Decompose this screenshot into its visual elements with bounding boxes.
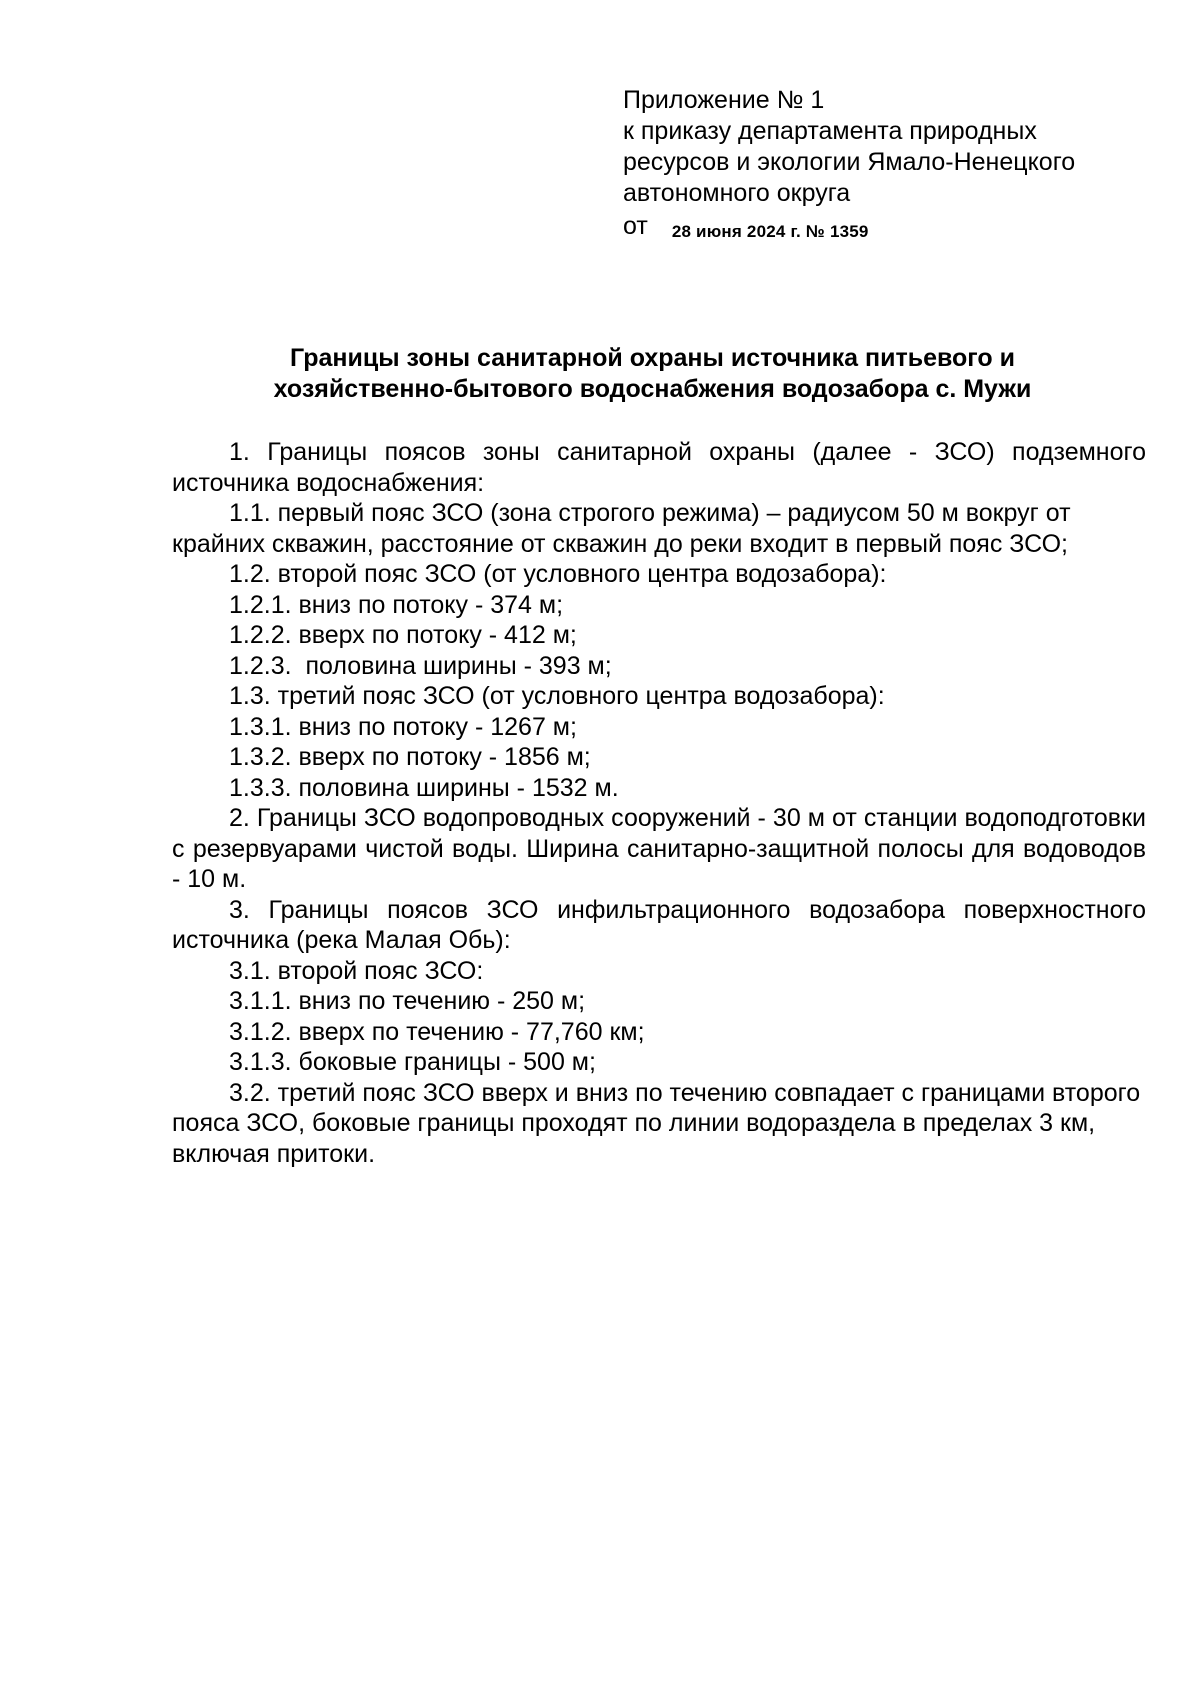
appendix-district-line: автономного округа [623,179,851,207]
paragraph-1-1: 1.1. первый пояс ЗСО (зона строгого режима) – радиусом 50 м вокруг от крайних скважин, расстояние от скважин до реки входит в первый пояс ЗСО; [172,499,1071,558]
paragraph-1-3-3: 1.3.3. половина ширины - 1532 м. [229,773,619,802]
paragraph-1-3-1: 1.3.1. вниз по потоку - 1267 м; [229,712,577,741]
document-title [170,343,1135,405]
paragraph-1-2-1: 1.2.1. вниз по потоку - 374 м; [229,590,564,619]
paragraph-3-1: 3.1. второй пояс ЗСО: [229,956,484,985]
paragraph-1-2-3: 1.2.3. половина ширины - 393 м; [229,651,612,680]
paragraph-1-3-2: 1.3.2. вверх по потоку - 1856 м; [229,743,591,771]
order-date-stamp: 28 июня 2024 г. № 1359 [671,222,869,241]
appendix-order-line: к приказу департамента природных [623,117,1037,145]
appendix-number: Приложение № 1 [623,86,825,114]
paragraph-3-1-3: 3.1.3. боковые границы - 500 м; [229,1048,596,1076]
title-line-2: хозяйственно-бытового водоснабжения водозабора с. Мужи [273,375,1032,403]
paragraph-3-2: 3.2. третий пояс ЗСО вверх и вниз по течению совпадает с границами второго пояса ЗСО, боковые границы проходят по линии водораздела в пределах 3 км, включая притоки. [172,1078,1141,1168]
appendix-department-line: ресурсов и экологии Ямало-Ненецкого [623,148,1076,176]
paragraph-2: 2. Границы ЗСО водопроводных сооружений - 30 м от станции водоподготовки с резервуарами чистой воды. Ширина санитарно-защитной полосы для водоводов - 10 м. [172,804,1146,893]
appendix-date-line [623,211,1183,244]
paragraph-1: 1. Границы поясов зоны санитарной охраны (далее - ЗСО) подземного источника водоснабжения: [172,438,1146,497]
document-body [172,437,1146,1169]
paragraph-3-1-1: 3.1.1. вниз по течению - 250 м; [229,987,586,1015]
appendix-header [623,85,1183,244]
title-line-1: Границы зоны санитарной охраны источника питьевого и [290,344,1015,372]
paragraph-3: 3. Границы поясов ЗСО инфильтрационного водозабора поверхностного источника (река Малая Обь): [172,895,1146,954]
paragraph-1-2-2: 1.2.2. вверх по потоку - 412 м; [229,621,577,649]
paragraph-3-1-2: 3.1.2. вверх по течению - 77,760 км; [229,1017,645,1046]
paragraph-1-3: 1.3. третий пояс ЗСО (от условного центра водозабора): [229,682,885,710]
paragraph-1-2: 1.2. второй пояс ЗСО (от условного центра водозабора): [229,560,887,588]
date-prefix: от [623,212,648,240]
